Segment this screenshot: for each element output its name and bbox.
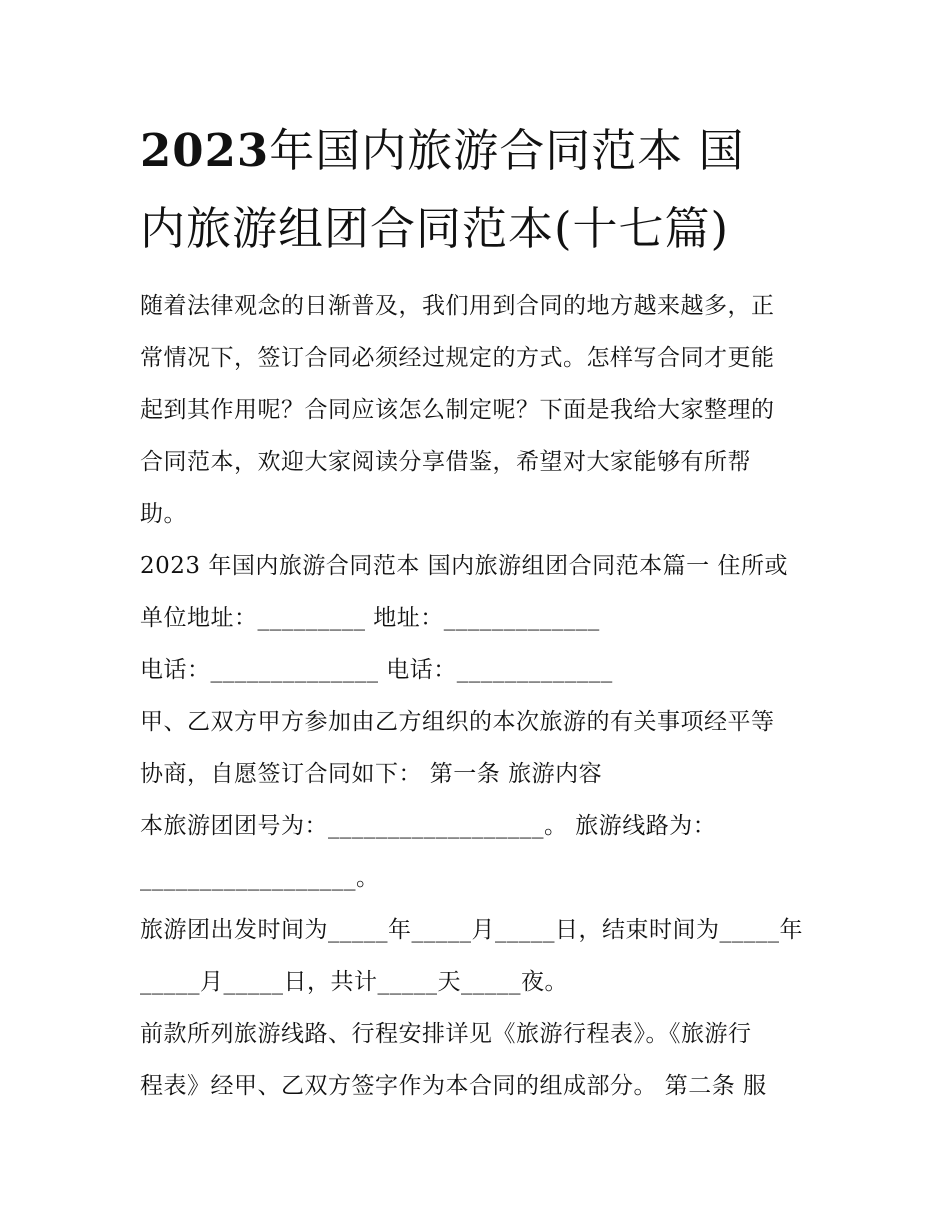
intro-paragraph (140, 280, 820, 540)
document-title (140, 112, 820, 268)
agreement-line: 甲、乙双方甲方参加由乙方组织的本次旅游的有关事项经平等 (140, 709, 775, 735)
intro-line: 随着法律观念的日渐普及，我们用到合同的地方越来越多，正 (140, 293, 775, 319)
agreement-paragraph (140, 696, 820, 800)
schedule-paragraph (140, 904, 820, 1008)
phone-paragraph (140, 644, 820, 696)
intro-line: 常情况下，签订合同必须经过规定的方式。怎样写合同才更能 (140, 345, 775, 371)
document-body (140, 280, 820, 1112)
tour-group-line: __________________。 (140, 865, 380, 891)
title-line-2: 内旅游组团合同范本(十七篇) (140, 202, 730, 255)
title-year: 2023 (140, 124, 270, 177)
intro-line: 助。 (140, 501, 187, 527)
intro-line: 起到其作用呢？合同应该怎么制定呢？下面是我给大家整理的 (140, 397, 775, 423)
address-line: 单位地址：_________ 地址：_____________ (140, 605, 600, 631)
intro-line: 合同范本，欢迎大家阅读分享借鉴，希望对大家能够有所帮 (140, 449, 751, 475)
schedule-line: 旅游团出发时间为_____年_____月_____日，结束时间为_____年 (140, 917, 803, 943)
phone-line: 电话：______________ 电话：_____________ (140, 657, 613, 683)
itinerary-line: 前款所列旅游线路、行程安排详见《旅游行程表》。《旅游行 (140, 1021, 752, 1047)
title-line-1 (140, 112, 820, 190)
section-heading-line: 2023 年国内旅游合同范本 国内旅游组团合同范本篇一 住所或 (140, 553, 788, 579)
section-heading-paragraph (140, 540, 820, 592)
address-paragraph (140, 592, 820, 644)
itinerary-line: 程表》经甲、乙双方签字作为本合同的组成部分。 第二条 服 (140, 1073, 767, 1099)
tour-group-line: 本旅游团团号为：__________________。 旅游线路为： (140, 813, 717, 839)
itinerary-paragraph (140, 1008, 820, 1112)
tour-group-paragraph (140, 800, 820, 904)
document-page (140, 112, 820, 1112)
schedule-line: _____月_____日，共计_____天_____夜。 (140, 969, 568, 995)
title-line-1-rest: 年国内旅游合同范本 国 (269, 124, 745, 177)
agreement-line: 协商，自愿签订合同如下： 第一条 旅游内容 (140, 761, 603, 787)
